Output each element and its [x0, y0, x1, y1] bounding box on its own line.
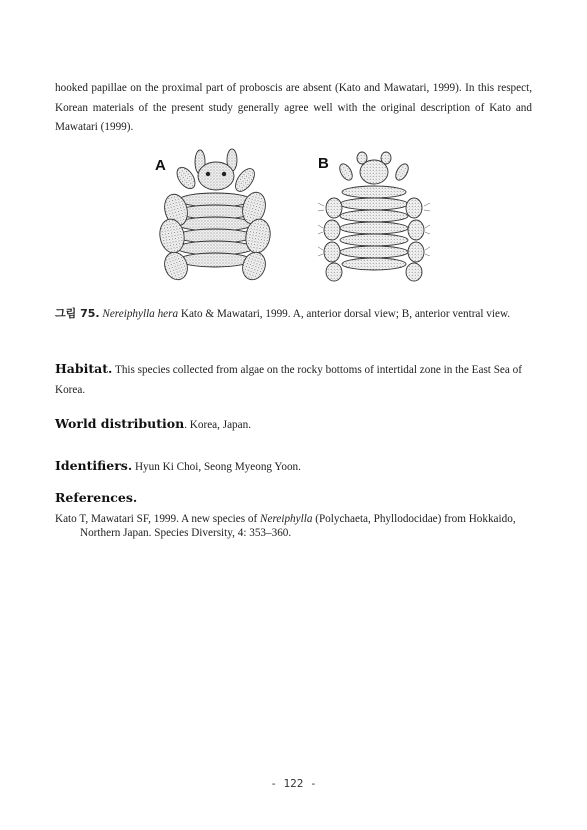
habitat-text: This species collected from algae on the rocky bottoms of intertidal zone in the East Sea of Korea. — [55, 364, 522, 396]
caption-figure-number: 그림 75. — [55, 307, 100, 320]
figure-caption — [55, 304, 532, 325]
reference-item — [55, 512, 532, 540]
habitat-section — [55, 359, 532, 400]
identifiers-text: Hyun Ki Choi, Seong Myeong Yoon. — [132, 461, 301, 473]
identifiers-heading: Identifiers. — [55, 458, 133, 473]
caption-text: Kato & Mawatari, 1999. A, anterior dorsal view; B, anterior ventral view. — [178, 308, 511, 320]
page-number: - 122 - — [270, 777, 317, 790]
figure-a-dorsal-view-drawing — [150, 148, 280, 288]
reference-text-end: (Polychaeta, Phyllodocidae) from Hokkaido, Northern Japan. Species Diversity, 4: 353–360. — [80, 513, 516, 539]
figure-b-ventral-view-drawing — [318, 148, 430, 288]
world-distribution-heading: World distribution — [55, 416, 185, 431]
habitat-heading: Habitat. — [55, 361, 113, 376]
identifiers-section — [55, 456, 532, 478]
world-distribution-text: . Korea, Japan. — [184, 419, 251, 431]
figure-panel-label-a: A — [155, 157, 166, 174]
world-distribution-section — [55, 414, 532, 436]
references-heading: References. — [55, 490, 138, 505]
intro-paragraph: hooked papillae on the proximal part of proboscis are absent (Kato and Mawatari, 1999). In this respect, Korean materials of the present study generally agree well with the original description of Kato and Mawatari (1999). — [55, 82, 532, 133]
reference-text-start: Kato T, Mawatari SF, 1999. A new species of — [55, 513, 261, 525]
caption-species-name: Nereiphylla hera — [102, 308, 179, 320]
reference-genus: Nereiphylla — [260, 513, 313, 525]
figure-panel-label-b: B — [318, 155, 329, 172]
